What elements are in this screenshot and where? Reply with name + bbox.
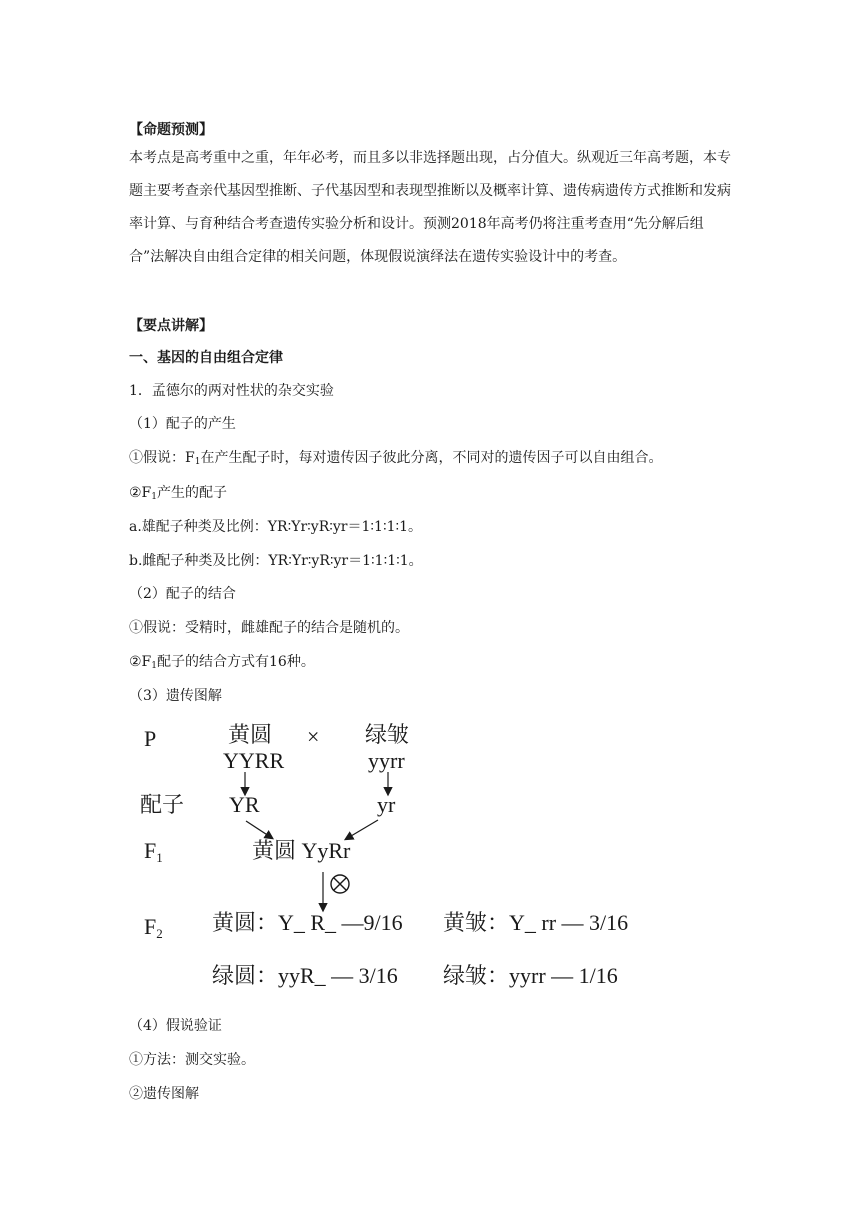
subheading-gamete-combination: （2）配子的结合 bbox=[129, 586, 236, 602]
arrow-yr-lower-to-f1 bbox=[346, 820, 378, 839]
gamete-label: 配子 bbox=[140, 792, 185, 817]
f1-offspring: 黄圆 YyRr bbox=[252, 838, 351, 863]
subheading-gamete-production: （1）配子的产生 bbox=[129, 416, 236, 432]
combination-count: $②F_1$配子的结合方式有16种。 bbox=[129, 654, 315, 671]
parent2-phenotype: 绿皱 bbox=[365, 722, 410, 747]
subheading-hypothesis-verification: （4）假说验证 bbox=[129, 1018, 222, 1034]
prediction-heading: 【命题预测】 bbox=[129, 122, 213, 138]
male-gamete-ratio: a.雄配子种类及比例：YR∶Yr∶yR∶yr＝1∶1∶1∶1。 bbox=[129, 519, 423, 535]
cross-symbol: × bbox=[307, 724, 320, 749]
item-mendel-experiment: 1．孟德尔的两对性状的杂交实验 bbox=[129, 383, 334, 399]
section-heading-free-combination: 一、基因的自由组合定律 bbox=[129, 350, 283, 366]
prediction-paragraph: 本考点是高考重中之重，年年必考，而且多以非选择题出现，占分值大。纵观近三年高考题，本专题主要考查亲代基因型推断、子代基因型和表现型推断以及概率计算、遗传病遗传方式推断和发病率计算、与育种结合考查遗传实验分析和设计。预测2018年高考仍将注重考查用“先分解后组合”法解决自由组合定律的相关问题，体现假说演绎法在遗传实验设计中的考查。 bbox=[129, 150, 731, 265]
parent2-genotype: yyrr bbox=[368, 748, 405, 773]
f2-yellow-wrinkled: 黄皱：Y_ rr — 3/16 bbox=[443, 910, 629, 935]
f2-green-round: 绿圆：yyR_ — 3/16 bbox=[212, 963, 398, 988]
p-generation-label: P bbox=[144, 726, 157, 751]
f2-yellow-round: 黄圆：Y_ R_ —9/16 bbox=[212, 910, 403, 935]
selfing-symbol-icon bbox=[331, 875, 349, 893]
method-testcross: ①方法：测交实验。 bbox=[129, 1052, 255, 1068]
hypothesis-random-fertilization: ①假说：受精时，雌雄配子的结合是随机的。 bbox=[129, 620, 409, 636]
subheading-genetic-diagram: （3）遗传图解 bbox=[129, 688, 222, 704]
f1-generation-label: $F_1$ bbox=[144, 838, 163, 865]
female-gamete-ratio: b.雌配子种类及比例：YR∶Yr∶yR∶yr＝1∶1∶1∶1。 bbox=[129, 553, 423, 569]
testcross-diagram-label: ②遗传图解 bbox=[129, 1086, 199, 1102]
diagram-arrows bbox=[140, 714, 680, 1004]
hypothesis-segregation: ①假说：$F_1$在产生配子时，每对遗传因子彼此分离，不同对的遗传因子可以自由组合。 bbox=[129, 450, 663, 467]
gamete-yr-lower: yr bbox=[377, 792, 396, 817]
gamete-yr-upper: YR bbox=[229, 792, 260, 817]
key-points-heading: 【要点讲解】 bbox=[129, 318, 213, 334]
f2-green-wrinkled: 绿皱：yyrr — 1/16 bbox=[443, 963, 618, 988]
f1-gametes-label: $②F_1$产生的配子 bbox=[129, 485, 227, 502]
arrow-yr-to-f1 bbox=[246, 821, 272, 838]
f2-generation-label: $F_2$ bbox=[144, 914, 163, 941]
genetic-cross-diagram bbox=[140, 714, 680, 1004]
parent1-genotype: YYRR bbox=[223, 748, 285, 773]
parent1-phenotype: 黄圆 bbox=[228, 722, 273, 747]
